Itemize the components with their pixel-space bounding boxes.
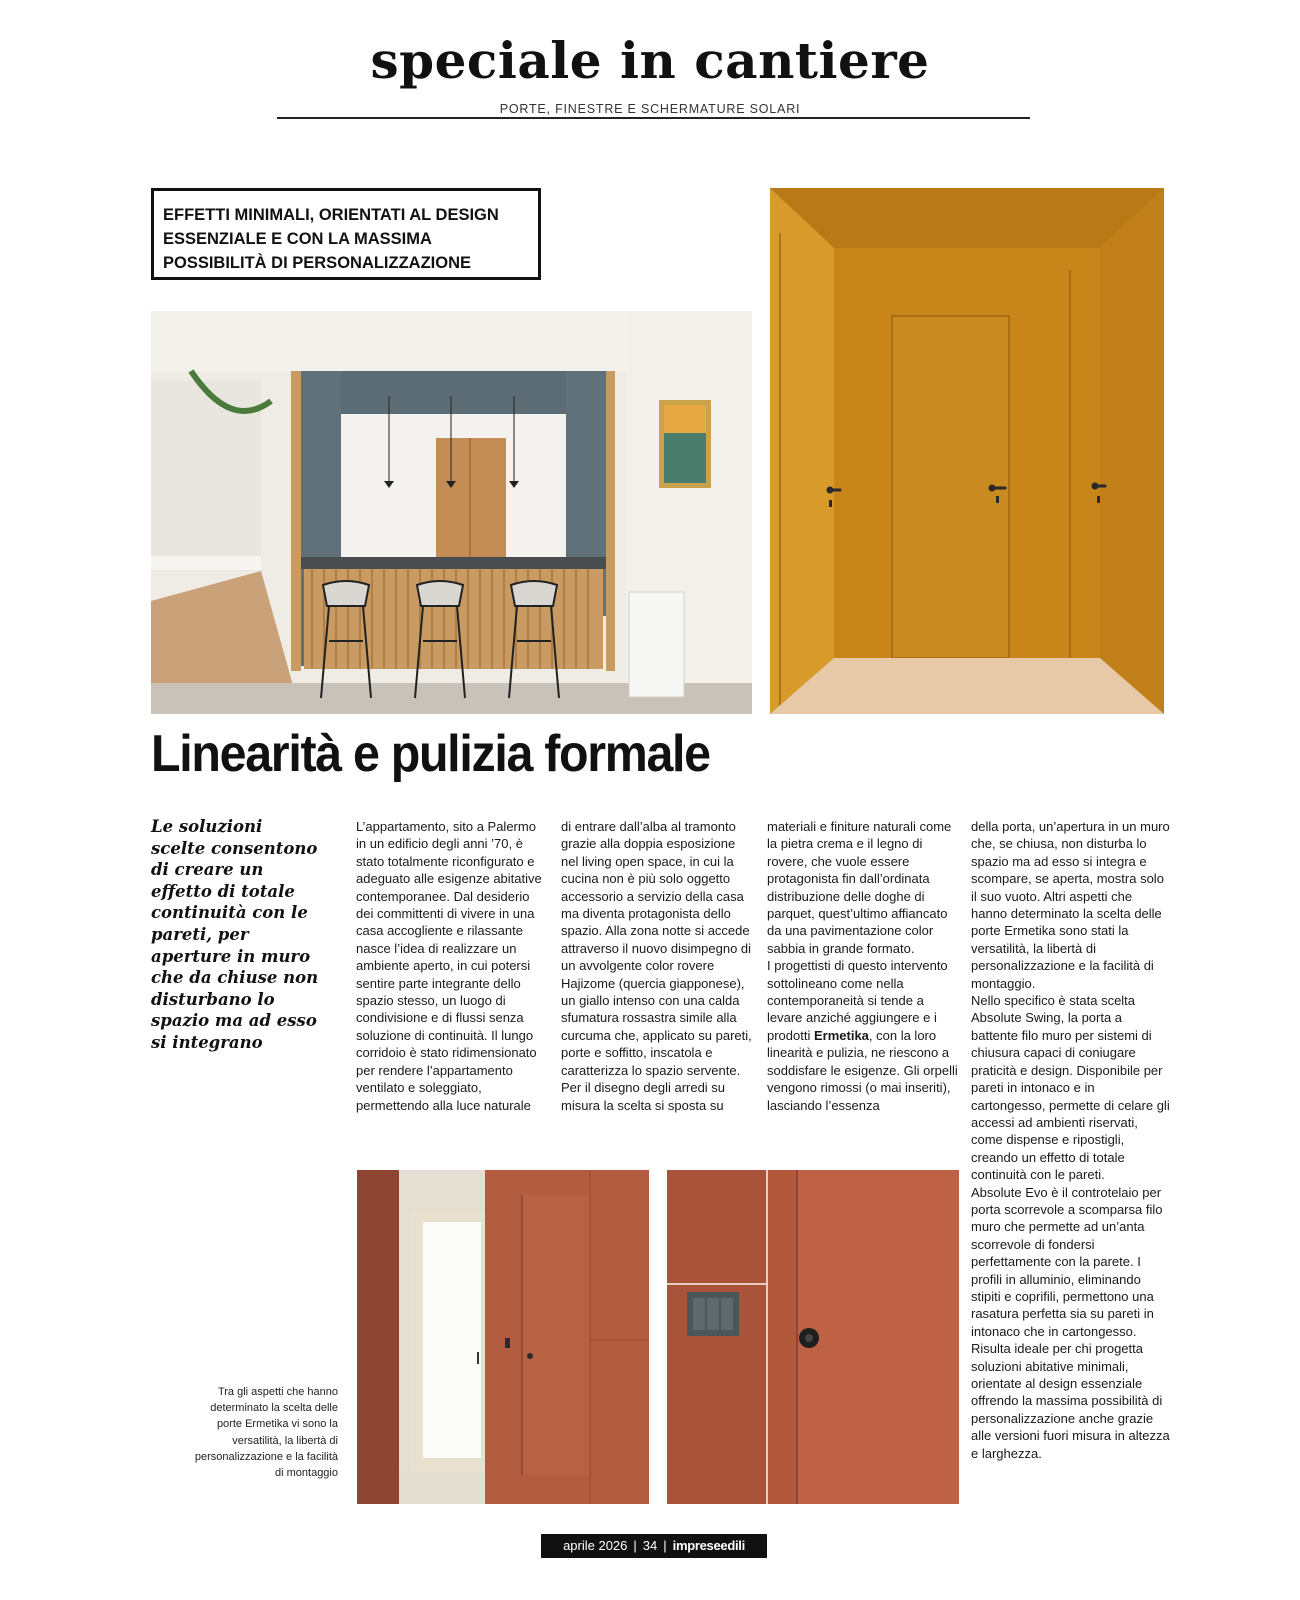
kitchen-photo (151, 311, 752, 714)
wall-detail-photo (667, 1170, 959, 1504)
article-headline: Linearità e pulizia formale (151, 725, 710, 783)
door-photo (357, 1170, 649, 1504)
brand-mention: Ermetika (813, 1027, 869, 1043)
masthead-rule (277, 117, 1030, 119)
section-subtitle: PORTE, FINESTRE E SCHERMATURE SOLARI (499, 102, 801, 116)
body-column-3 (767, 818, 962, 1114)
corridor-photo (770, 188, 1164, 714)
body-column-1: L’appartamento, sito a Palermo in un edificio degli anni ’70, è stato totalmente riconfigurato e adeguato alle esigenze abitative contemporanee. Dal desiderio dei committenti di vivere in una casa accogliente e rilassante nasce l’idea di realizzare un ambiente aperto, in cui potersi sentire parte integrante dello spazio stesso, un luogo di condivisione e di flussi senza soluzione di continuità. Il lungo corridoio è stato ridimensionato per rendere l’appartamento ventilato e soleggiato, permettendo alla luce naturale (356, 819, 542, 1113)
issue-date: aprile 2026 (563, 1538, 628, 1553)
folio-separator: | (633, 1538, 637, 1553)
section-title: speciale in cantiere (370, 31, 930, 90)
callout-text: EFFETTI MINIMALI, ORIENTATI AL DESIGN ESSENZIALE E CON LA MASSIMA POSSIBILITÀ DI PERSONALIZZAZIONE (163, 206, 499, 272)
page-number: 34 (642, 1538, 658, 1553)
masthead-block (0, 31, 1300, 116)
body-column-3-text-a: materiali e finiture naturali come la pietra crema e il legno di rovere, che vuole essere protagonista fin dall’ordinata distribuzione delle doghe di parquet, quest’ultimo affiancato da una pavimentazione color sabbia in grande formato. I progettisti di questo intervento sottolineano come nella contemporaneità si tende a levare anziché aggiungere e i prodotti (767, 819, 952, 1043)
body-column-2: di entrare dall’alba al tramonto grazie alla doppia esposizione nel living open space, in cui la cucina non è più solo oggetto accessorio a servizio della casa ma diventa protagonista dello spazio. Alla zona notte si accede attraverso il nuovo disimpegno di un avvolgente color rovere Hajizome (quercia giapponese), un giallo intenso con una calda sfumatura rossastra simile alla curcuma che, applicato su pareti, porte e soffitto, inscatola e caratterizza lo spazio servente. Per il disegno degli arredi su misura la scelta si sposta su (561, 819, 752, 1113)
body-column-3-text-b: , con la loro linearità e pulizia, ne riescono a soddisfare le esigenze. Gli orpelli vengono rimossi (o mai inseriti), lasciando l’essenza (767, 1027, 958, 1113)
callout-box (151, 188, 541, 280)
folio-separator: | (663, 1538, 667, 1553)
body-column-4: della porta, un’apertura in un muro che, se chiusa, non disturba lo spazio ma ad esso si integra e scompare, se aperta, mostra solo il suo vuoto. Altri aspetti che hanno determinato la scelta delle porte Ermetika sono stati la versatilità, la libertà di personalizzazione e la facilità di montaggio. Nello specifico è stata scelta Absolute Swing, la porta a battente filo muro per sistemi di chiusura capaci di coniugare praticità e design. Disponibile per pareti in intonaco e in cartongesso, permette di celare gli accessi ad ambienti riservati, come dispense e ripostigli, creando un effetto di totale continuità con le pareti. Absolute Evo è il controtelaio per porta scorrevole a scomparsa filo muro che permette ad un’anta scorrevole di fondersi perfettamente con la parete. I profili in alluminio, eliminando stipiti e coprifili, permettono una rasatura perfetta sia su pareti in intonaco che in cartongesso. Risulta ideale per chi progetta soluzioni abitative minimali, orientate al design essenziale offrendo la massima possibilità di personalizzazione anche grazie alle versioni fuori misura in altezza e larghezza. (971, 819, 1170, 1461)
page-folio (541, 1534, 767, 1558)
magazine-brand: impreseedili (672, 1538, 745, 1553)
photo-caption: Tra gli aspetti che hanno determinato la scelta delle porte Ermetika vi sono la versatilità, la libertà di personalizzazione e la facilità di montaggio (194, 1386, 338, 1480)
lead-paragraph: Le soluzioni scelte consentono di creare un effetto di totale continuità con le pareti, per aperture in muro che da chiuse non disturbano lo spazio ma ad esso si integrano (151, 817, 319, 1052)
